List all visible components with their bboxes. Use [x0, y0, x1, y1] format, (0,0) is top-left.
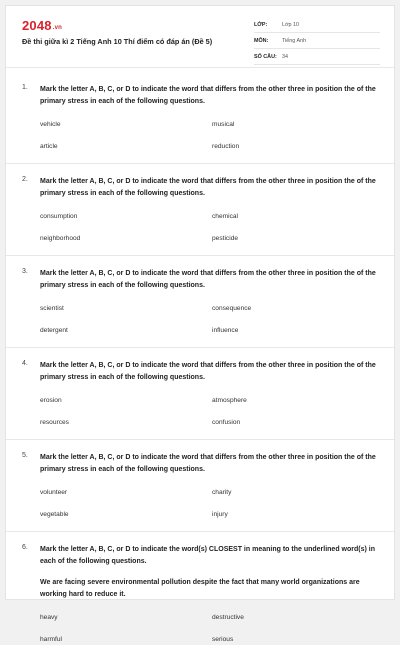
question-number: 3.: [22, 268, 28, 275]
meta-value: Lớp 10: [282, 21, 300, 28]
answer-option[interactable]: reduction: [212, 143, 240, 150]
answer-options: [40, 487, 382, 520]
meta-value: 34: [282, 53, 288, 60]
answer-option[interactable]: charity: [212, 489, 232, 496]
answer-option[interactable]: musical: [212, 121, 235, 128]
question-sentence: We are facing severe environmental pollution despite the fact that many world organizations are working hard to reduce it.: [40, 579, 360, 598]
answer-option[interactable]: destructive: [212, 614, 244, 621]
answer-option[interactable]: pesticide: [212, 235, 239, 242]
meta-row-count: [254, 49, 380, 65]
answer-option[interactable]: chemical: [212, 213, 239, 220]
meta-key: MÔN:: [254, 37, 269, 44]
answer-option[interactable]: resources: [40, 419, 69, 426]
answer-option[interactable]: neighborhood: [40, 235, 81, 242]
question-3: [6, 268, 394, 336]
divider: [6, 531, 394, 532]
answer-option[interactable]: serious: [212, 636, 234, 643]
answer-options: [40, 211, 382, 244]
answer-options: [40, 612, 382, 645]
meta-key: SỐ CÂU:: [254, 53, 277, 60]
question-prompt: Mark the letter A, B, C, or D to indicate the word that differs from the other three in position the of the primary stress in each of the following questions.: [40, 270, 376, 289]
answer-option[interactable]: harmful: [40, 636, 62, 643]
answer-option[interactable]: article: [40, 143, 58, 150]
question-number: 2.: [22, 176, 28, 183]
question-number: 6.: [22, 544, 28, 551]
exam-header: [6, 6, 394, 68]
answer-option[interactable]: consumption: [40, 213, 78, 220]
question-number: 1.: [22, 84, 28, 91]
question-prompt: Mark the letter A, B, C, or D to indicate the word that differs from the other three in position the of the primary stress in each of the following questions.: [40, 178, 376, 197]
meta-row-subject: [254, 33, 380, 49]
question-6: [6, 544, 394, 645]
answer-option[interactable]: scientist: [40, 305, 64, 312]
answer-options: [40, 119, 382, 152]
question-list: [6, 84, 394, 645]
divider: [6, 439, 394, 440]
meta-key: LỚP:: [254, 21, 268, 28]
exam-meta: [254, 17, 380, 65]
answer-option[interactable]: confusion: [212, 419, 241, 426]
question-number: 4.: [22, 360, 28, 367]
answer-option[interactable]: injury: [212, 511, 228, 518]
answer-options: [40, 303, 382, 336]
question-prompt: Mark the letter A, B, C, or D to indicate the word that differs from the other three in position the of the primary stress in each of the following questions.: [40, 362, 376, 381]
question-prompt: Mark the letter A, B, C, or D to indicate the word that differs from the other three in position the of the primary stress in each of the following questions.: [40, 454, 376, 473]
exam-page: [5, 5, 395, 643]
divider: [6, 347, 394, 348]
answer-option[interactable]: heavy: [40, 614, 58, 621]
question-prompt: Mark the letter A, B, C, or D to indicate the word(s) CLOSEST in meaning to the underlined word(s) in each of the following questions.: [40, 546, 375, 565]
answer-option[interactable]: erosion: [40, 397, 62, 404]
question-1: [6, 84, 394, 152]
exam-title: Đề thi giữa kì 2 Tiếng Anh 10 Thí điểm có đáp án (Đề 5): [22, 37, 213, 46]
question-5: [6, 452, 394, 520]
answer-option[interactable]: atmosphere: [212, 397, 247, 404]
answer-option[interactable]: volunteer: [40, 489, 68, 496]
answer-option[interactable]: vegetable: [40, 511, 69, 518]
question-prompt: Mark the letter A, B, C, or D to indicate the word that differs from the other three in position the of the primary stress in each of the following questions.: [40, 86, 376, 105]
answer-options: [40, 395, 382, 428]
logo-tld: .vn: [52, 25, 63, 31]
meta-value: Tiếng Anh: [282, 37, 307, 44]
answer-option[interactable]: influence: [212, 327, 239, 334]
site-logo[interactable]: 2048.vn: [22, 18, 63, 33]
divider: [6, 255, 394, 256]
question-4: [6, 360, 394, 428]
answer-option[interactable]: vehicle: [40, 121, 61, 128]
answer-option[interactable]: consequence: [212, 305, 252, 312]
question-number: 5.: [22, 452, 28, 459]
answer-option[interactable]: detergent: [40, 327, 68, 334]
divider: [6, 163, 394, 164]
question-2: [6, 176, 394, 244]
meta-row-class: [254, 17, 380, 33]
